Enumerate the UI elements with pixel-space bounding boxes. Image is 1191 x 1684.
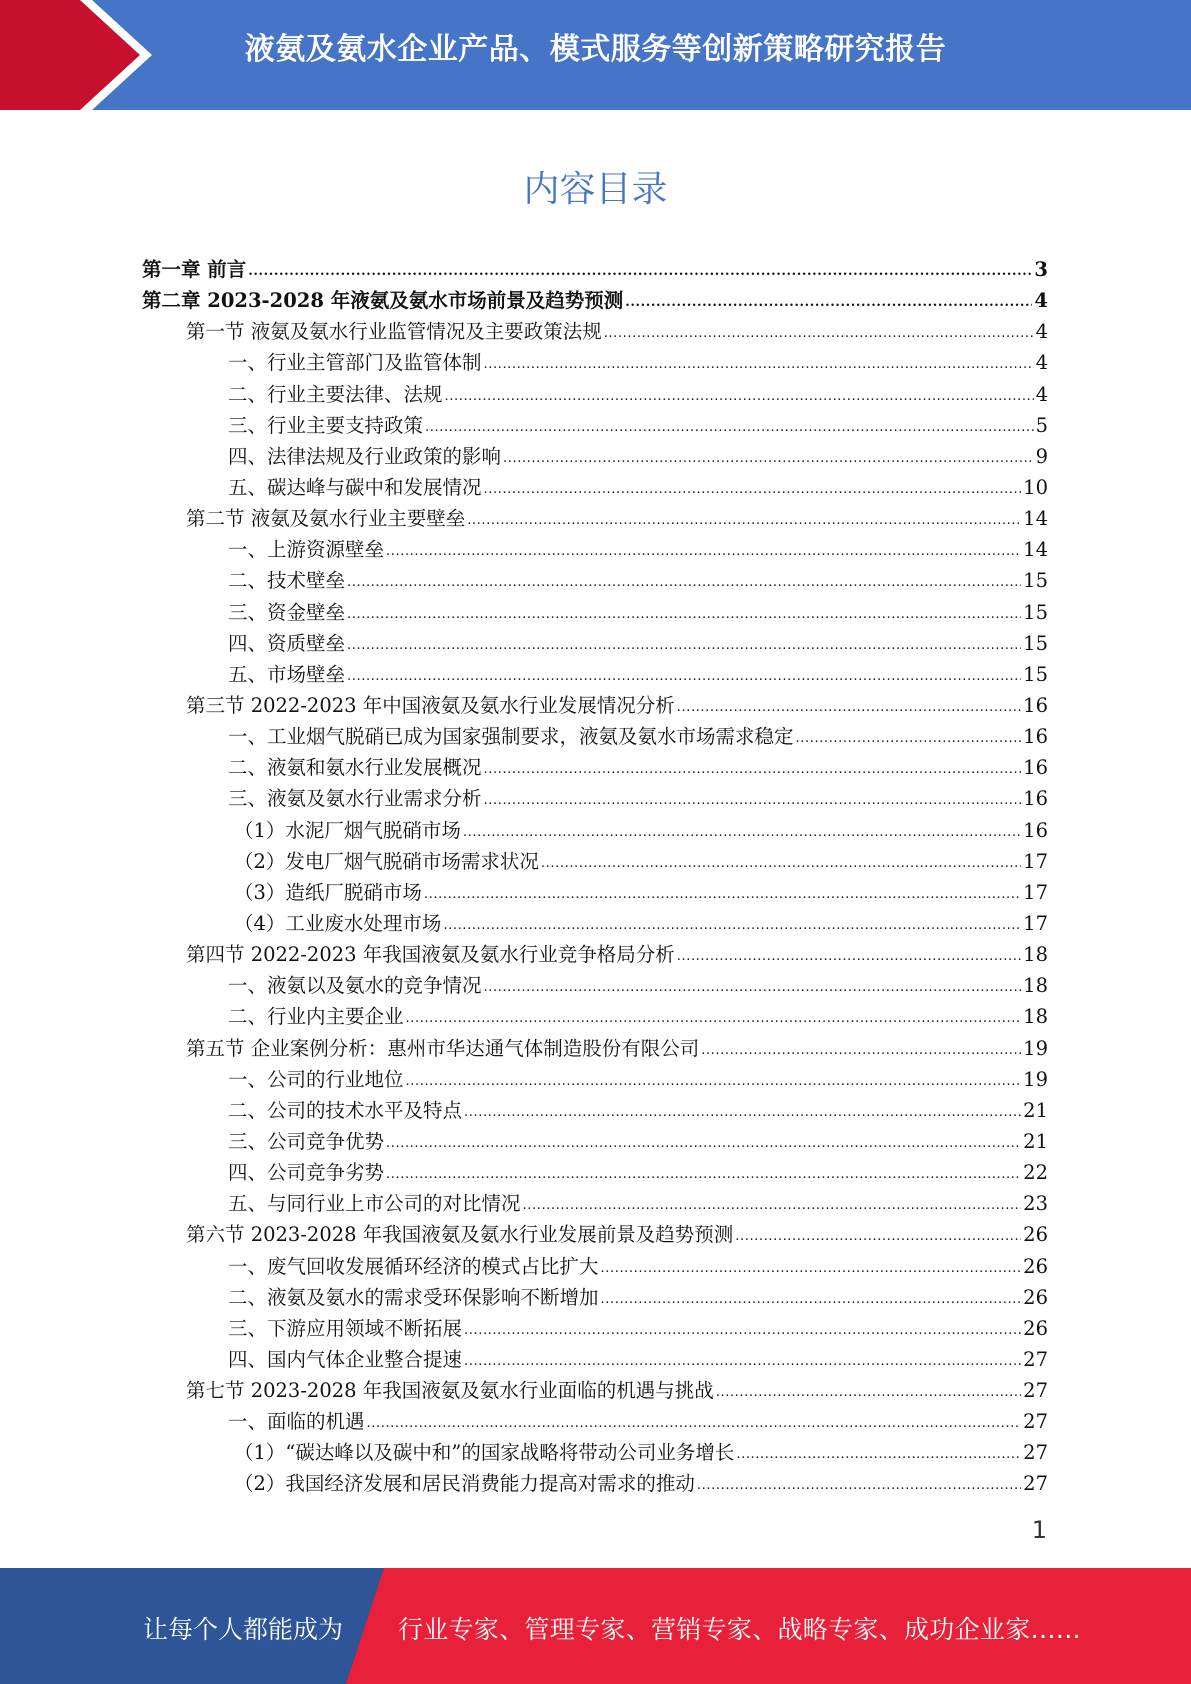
toc-dot-leader: [424, 879, 1021, 910]
toc-entry-label: 四、公司竞争劣势: [228, 1161, 385, 1185]
toc-dot-leader: [406, 1066, 1022, 1097]
toc-dot-leader: [463, 817, 1021, 848]
toc-entry-label: 一、行业主管部门及监管体制: [228, 351, 482, 375]
toc-entry-page: 19: [1023, 1067, 1048, 1091]
toc-entry-page: 4: [1034, 289, 1048, 313]
toc-entry-page: 3: [1034, 258, 1048, 281]
toc-entry[interactable]: [142, 1437, 1048, 1468]
toc-entry[interactable]: [142, 410, 1048, 441]
toc-entry-label: 三、液氨及氨水行业需求分析: [228, 787, 482, 811]
toc-entry-label: 一、工业烟气脱硝已成为国家强制要求，液氨及氨水市场需求稳定: [228, 725, 794, 749]
toc-entry-label: 第二节 液氨及氨水行业主要壁垒: [186, 507, 466, 531]
toc-entry-page: 27: [1023, 1379, 1048, 1403]
toc-dot-leader: [484, 349, 1034, 380]
toc-dot-leader: [484, 972, 1022, 1003]
toc-dot-leader: [503, 443, 1034, 474]
toc-entry-label: 五、与同行业上市公司的对比情况: [228, 1192, 521, 1216]
toc-entry-page: 4: [1035, 320, 1048, 344]
toc-entry[interactable]: [142, 254, 1048, 285]
toc-entry-label: 第五节 企业案例分析：惠州市华达通气体制造股份有限公司: [186, 1036, 700, 1060]
toc-entry-label: 四、法律法规及行业政策的影响: [228, 444, 502, 468]
toc-entry-page: 26: [1023, 1316, 1048, 1340]
toc-entry-page: 18: [1023, 1005, 1048, 1029]
toc-entry-label: 第一章 前言: [142, 258, 247, 281]
toc-entry[interactable]: [142, 534, 1048, 565]
toc-entry-label: 第一节 液氨及氨水行业监管情况及主要政策法规: [186, 320, 602, 344]
toc-dot-leader: [443, 910, 1021, 941]
toc-entry-page: 26: [1023, 1254, 1048, 1278]
toc-entry-label: 一、上游资源壁垒: [228, 538, 385, 562]
toc-dot-leader: [677, 941, 1021, 972]
toc-entry-page: 23: [1023, 1192, 1048, 1216]
toc-dot-leader: [541, 848, 1021, 879]
toc-entry-label: 四、资质壁垒: [228, 631, 346, 655]
toc-entry-page: 18: [1023, 943, 1048, 967]
toc-entry[interactable]: [142, 1406, 1048, 1437]
report-title: 液氨及氨水企业产品、模式服务等创新策略研究报告: [244, 32, 947, 67]
toc-entry[interactable]: [142, 846, 1048, 877]
toc-dot-leader: [467, 505, 1021, 536]
toc-dot-leader: [701, 1035, 1021, 1066]
toc-entry[interactable]: [142, 1375, 1048, 1406]
toc-entry[interactable]: [142, 908, 1048, 939]
toc-dot-leader: [484, 474, 1022, 505]
toc-dot-leader: [604, 318, 1034, 349]
toc-entry-label: 五、碳达峰与碳中和发展情况: [228, 475, 482, 499]
toc-dot-leader: [347, 630, 1021, 661]
toc-dot-leader: [347, 599, 1021, 630]
page-number: 1: [1031, 1516, 1047, 1544]
toc-entry[interactable]: [142, 1033, 1048, 1064]
toc-entry-label: 第七节 2023-2028 年我国液氨及氨水行业面临的机遇与挑战: [186, 1379, 714, 1403]
toc-entry-page: 26: [1023, 1285, 1048, 1309]
toc-dot-leader: [464, 1315, 1021, 1346]
toc-entry-page: 16: [1023, 756, 1048, 780]
toc-entry-page: 16: [1023, 787, 1048, 811]
toc-entry-label: （4）工业废水处理市场: [234, 911, 442, 935]
toc-entry[interactable]: [142, 877, 1048, 908]
toc-entry[interactable]: [142, 1468, 1048, 1499]
toc-entry[interactable]: [142, 285, 1048, 316]
toc-dot-leader: [523, 1190, 1022, 1221]
toc-heading: 内容目录: [523, 169, 668, 210]
toc-dot-leader: [347, 661, 1021, 692]
toc-entry-page: 14: [1023, 538, 1048, 562]
toc-dot-leader: [735, 1221, 1021, 1252]
toc-dot-leader: [601, 1284, 1022, 1315]
toc-entry-page: 27: [1023, 1347, 1048, 1371]
toc-dot-leader: [386, 1128, 1021, 1159]
toc-entry[interactable]: [142, 970, 1048, 1001]
toc-entry[interactable]: [142, 690, 1048, 721]
toc-entry-label: 二、行业内主要企业: [228, 1005, 404, 1029]
toc-entry[interactable]: [142, 783, 1048, 814]
toc-dot-leader: [386, 1159, 1021, 1190]
header-banner: [0, 0, 1191, 110]
toc-entry-label: （1）“碳达峰以及碳中和”的国家战略将带动公司业务增长: [234, 1441, 735, 1465]
toc-entry-page: 26: [1023, 1223, 1048, 1247]
toc-dot-leader: [736, 1439, 1021, 1470]
toc-entry-label: 第三节 2022-2023 年中国液氨及氨水行业发展情况分析: [186, 693, 675, 717]
toc-entry-label: 二、公司的技术水平及特点: [228, 1098, 463, 1122]
toc-entry-label: 一、液氨以及氨水的竞争情况: [228, 974, 482, 998]
toc-entry-label: （1）水泥厂烟气脱硝市场: [234, 818, 461, 842]
footer-banner: [0, 1568, 1191, 1684]
toc-entry-page: 27: [1023, 1472, 1048, 1496]
toc-entry-page: 10: [1023, 475, 1048, 499]
toc-entry[interactable]: [142, 1157, 1048, 1188]
toc-entry-page: 21: [1023, 1098, 1048, 1122]
toc-entry-page: 15: [1023, 569, 1048, 593]
toc-entry[interactable]: [142, 1219, 1048, 1250]
toc-entry-page: 16: [1023, 693, 1048, 717]
toc-dot-leader: [677, 692, 1021, 723]
toc-entry[interactable]: [142, 939, 1048, 970]
toc-entry-label: 三、行业主要支持政策: [228, 413, 424, 437]
toc-entry-page: 15: [1023, 631, 1048, 655]
toc-entry-page: 4: [1035, 351, 1048, 375]
toc-dot-leader: [425, 412, 1034, 443]
footer-slogan-left: 让每个人都能成为: [143, 1615, 344, 1644]
toc-entry-page: 27: [1023, 1441, 1048, 1465]
toc-entry-page: 22: [1023, 1161, 1048, 1185]
toc-entry[interactable]: [142, 1095, 1048, 1126]
toc-entry-page: 27: [1023, 1410, 1048, 1434]
toc-entry-label: 三、下游应用领域不断拓展: [228, 1316, 463, 1340]
toc-entry[interactable]: [142, 815, 1048, 846]
toc-entry-label: 第六节 2023-2028 年我国液氨及氨水行业发展前景及趋势预测: [186, 1223, 734, 1247]
toc-dot-leader: [248, 256, 1032, 287]
toc-entry[interactable]: [142, 597, 1048, 628]
toc-entry-label: 一、面临的机遇: [228, 1410, 365, 1434]
toc-entry[interactable]: [142, 1251, 1048, 1282]
toc-entry[interactable]: [142, 1344, 1048, 1375]
toc-entry-label: 五、市场壁垒: [228, 662, 346, 686]
toc-entry-page: 18: [1023, 974, 1048, 998]
toc-dot-leader: [716, 1377, 1021, 1408]
toc-entry-page: 17: [1023, 849, 1048, 873]
toc-dot-leader: [484, 785, 1022, 816]
toc-entry-page: 15: [1023, 662, 1048, 686]
toc-entry[interactable]: [142, 1064, 1048, 1095]
toc-entry[interactable]: [142, 1313, 1048, 1344]
toc-dot-leader: [464, 1097, 1021, 1128]
toc-entry[interactable]: [142, 441, 1048, 472]
toc-entry[interactable]: [142, 1126, 1048, 1157]
toc-entry-label: （2）我国经济发展和居民消费能力提高对需求的推动: [234, 1472, 695, 1496]
toc-entry[interactable]: [142, 379, 1048, 410]
toc-entry[interactable]: [142, 347, 1048, 378]
footer-slogan-right: 行业专家、管理专家、营销专家、战略专家、成功企业家……: [398, 1615, 1082, 1644]
toc-entry-page: 21: [1023, 1129, 1048, 1153]
toc-entry-label: 第四节 2022-2023 年我国液氨及氨水行业竞争格局分析: [186, 943, 675, 967]
toc-entry-page: 16: [1023, 818, 1048, 842]
toc-dot-leader: [601, 1253, 1022, 1284]
toc-entry-page: 16: [1023, 725, 1048, 749]
table-of-contents: [142, 254, 1048, 1500]
toc-entry-page: 17: [1023, 911, 1048, 935]
toc-entry[interactable]: [142, 1188, 1048, 1219]
toc-entry-label: 三、公司竞争优势: [228, 1129, 385, 1153]
toc-dot-leader: [347, 567, 1021, 598]
toc-entry-label: 二、液氨及氨水的需求受环保影响不断增加: [228, 1285, 599, 1309]
toc-dot-leader: [796, 723, 1022, 754]
toc-entry[interactable]: [142, 1001, 1048, 1032]
toc-entry-label: 二、行业主要法律、法规: [228, 382, 443, 406]
toc-dot-leader: [367, 1408, 1022, 1439]
toc-entry-page: 9: [1035, 444, 1048, 468]
toc-dot-leader: [625, 287, 1032, 318]
toc-dot-leader: [445, 381, 1034, 412]
toc-entry-page: 4: [1035, 382, 1048, 406]
toc-entry-label: 二、技术壁垒: [228, 569, 346, 593]
toc-entry-label: （3）造纸厂脱硝市场: [234, 880, 422, 904]
toc-dot-leader: [464, 1346, 1021, 1377]
toc-entry-label: 一、公司的行业地位: [228, 1067, 404, 1091]
toc-entry-label: 三、资金壁垒: [228, 600, 346, 624]
toc-entry-page: 5: [1035, 413, 1048, 437]
toc-entry-page: 15: [1023, 600, 1048, 624]
toc-entry[interactable]: [142, 565, 1048, 596]
toc-entry-page: 19: [1023, 1036, 1048, 1060]
toc-entry-label: 第二章 2023-2028 年液氨及氨水市场前景及趋势预测: [142, 289, 624, 313]
toc-entry[interactable]: [142, 628, 1048, 659]
toc-dot-leader: [697, 1470, 1021, 1501]
toc-dot-leader: [484, 754, 1022, 785]
toc-entry-label: （2）发电厂烟气脱硝市场需求状况: [234, 849, 539, 873]
toc-entry-label: 四、国内气体企业整合提速: [228, 1347, 463, 1371]
toc-entry[interactable]: [142, 721, 1048, 752]
toc-entry[interactable]: [142, 503, 1048, 534]
toc-entry[interactable]: [142, 1282, 1048, 1313]
toc-entry-page: 14: [1023, 507, 1048, 531]
toc-dot-leader: [386, 536, 1021, 567]
toc-entry-label: 二、液氨和氨水行业发展概况: [228, 756, 482, 780]
toc-entry[interactable]: [142, 752, 1048, 783]
toc-dot-leader: [406, 1003, 1022, 1034]
toc-entry[interactable]: [142, 472, 1048, 503]
toc-entry[interactable]: [142, 659, 1048, 690]
toc-entry-page: 17: [1023, 880, 1048, 904]
toc-entry[interactable]: [142, 316, 1048, 347]
toc-entry-label: 一、废气回收发展循环经济的模式占比扩大: [228, 1254, 599, 1278]
